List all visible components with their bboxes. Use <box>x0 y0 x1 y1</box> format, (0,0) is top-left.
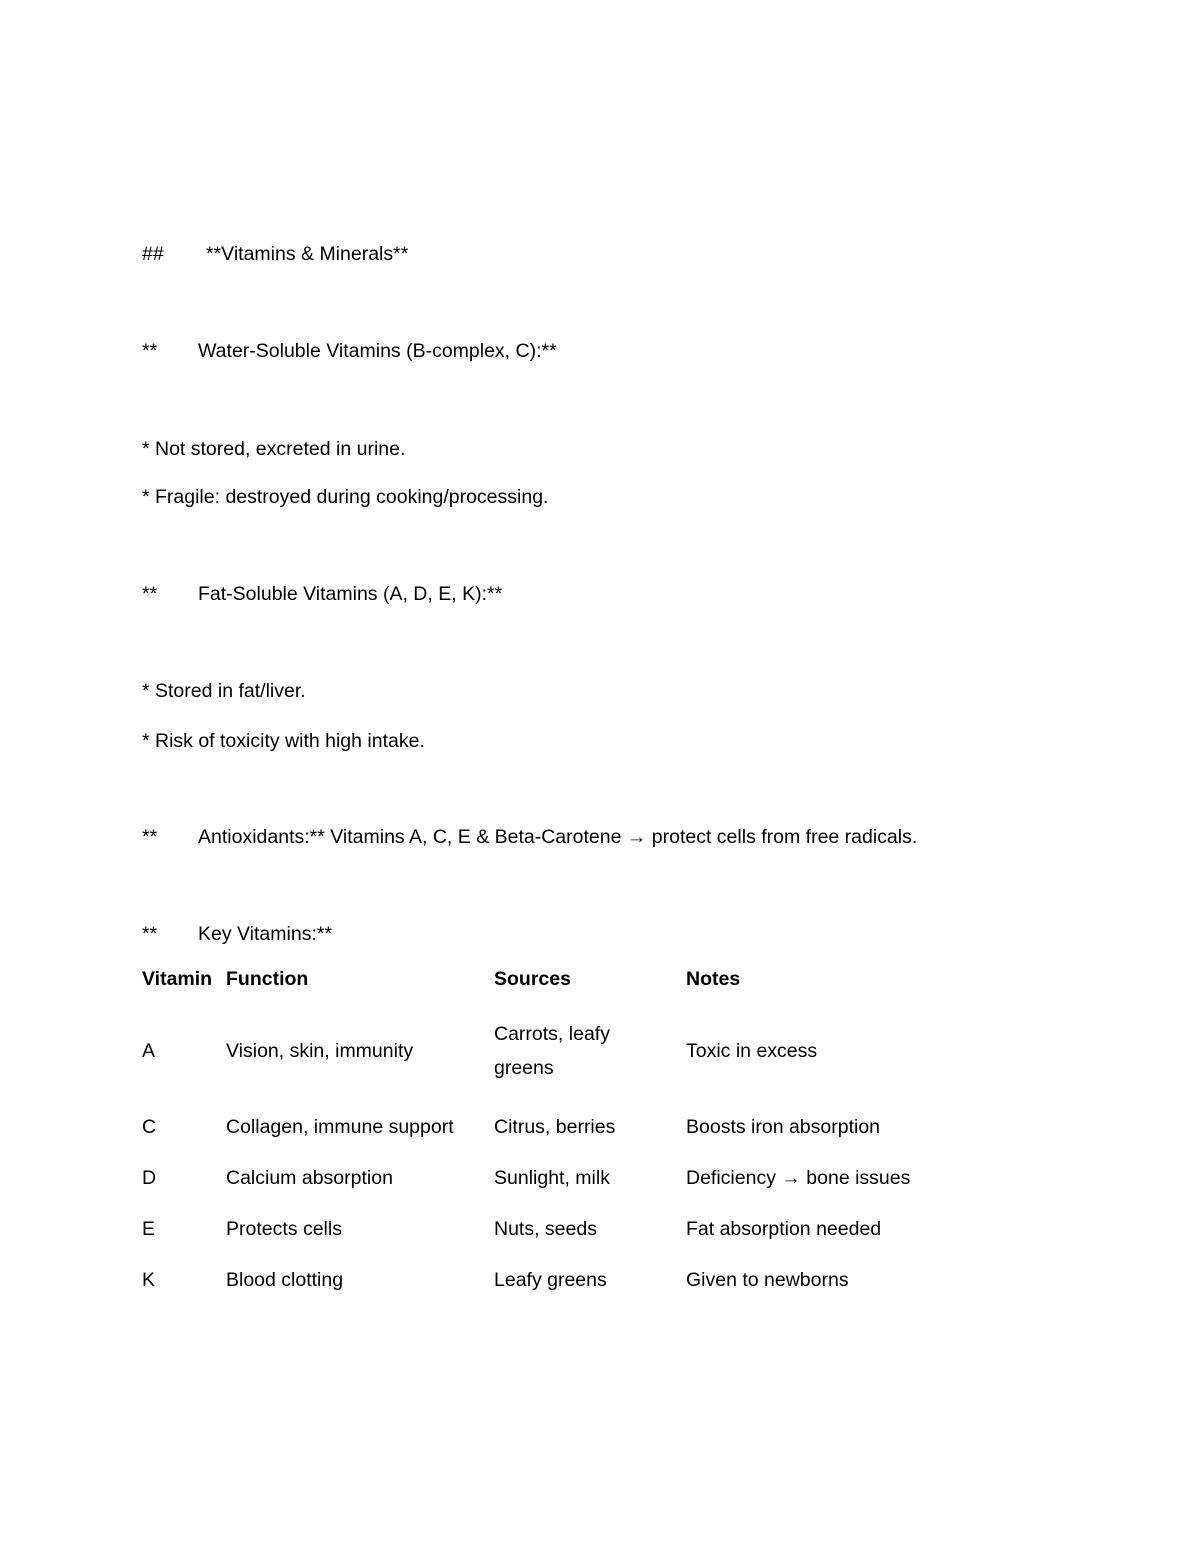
cell-sources <box>494 1000 686 1101</box>
fat-soluble-bullet-1: * Stored in fat/liver. <box>142 680 306 702</box>
cell-notes: Boosts iron absorption <box>686 1115 881 1138</box>
table-row <box>142 1203 1006 1254</box>
cell-function: Calcium absorption <box>226 1166 393 1189</box>
fat-soluble-title <box>142 582 502 606</box>
cell-notes: Deficiency → bone issues <box>686 1166 911 1189</box>
column-header-notes: Notes <box>686 968 741 990</box>
water-soluble-title <box>142 339 557 363</box>
antioxidants-line <box>142 825 917 849</box>
key-vitamins-marker: ** <box>142 923 158 945</box>
cell-sources: Sunlight, milk <box>494 1166 610 1189</box>
table-row <box>142 1152 1006 1203</box>
table-row <box>142 1254 1006 1305</box>
water-soluble-bullet-1: * Not stored, excreted in urine. <box>142 438 406 460</box>
cell-function: Blood clotting <box>226 1268 344 1291</box>
key-vitamins-table <box>142 968 1006 1305</box>
key-vitamins-title <box>142 922 332 946</box>
table-row <box>142 1101 1006 1152</box>
table-header-row <box>142 968 1006 1000</box>
fat-soluble-bullet-2: * Risk of toxicity with high intake. <box>142 730 425 752</box>
cell-vitamin: D <box>142 1166 157 1189</box>
cell-function: Vision, skin, immunity <box>226 1039 414 1062</box>
heading-text: **Vitamins & Minerals** <box>206 243 409 265</box>
heading-marker: ## <box>142 243 164 265</box>
fat-soluble-marker: ** <box>142 583 158 605</box>
cell-sources-text: Carrots, leafy greens <box>494 1022 610 1079</box>
cell-sources: Leafy greens <box>494 1268 607 1291</box>
section-heading <box>142 242 408 266</box>
fat-soluble-title-text: Fat-Soluble Vitamins (A, D, E, K):** <box>198 583 503 605</box>
column-header-function: Function <box>226 968 309 990</box>
cell-vitamin: A <box>142 1039 156 1062</box>
cell-notes: Given to newborns <box>686 1268 849 1291</box>
cell-sources: Citrus, berries <box>494 1115 616 1138</box>
key-vitamins-title-text: Key Vitamins:** <box>198 923 333 945</box>
cell-vitamin: C <box>142 1115 157 1138</box>
column-header-sources: Sources <box>494 968 571 990</box>
water-soluble-bullet-2: * Fragile: destroyed during cooking/processing. <box>142 486 549 508</box>
cell-notes: Toxic in excess <box>686 1039 818 1062</box>
water-soluble-marker: ** <box>142 340 158 362</box>
cell-vitamin: K <box>142 1268 156 1291</box>
cell-sources: Nuts, seeds <box>494 1217 597 1240</box>
water-soluble-title-text: Water-Soluble Vitamins (B-complex, C):** <box>198 340 557 362</box>
table-row <box>142 1000 1006 1101</box>
antioxidants-text: Antioxidants:** Vitamins A, C, E & Beta-Carotene → protect cells from free radicals. <box>198 826 918 848</box>
cell-function: Protects cells <box>226 1217 342 1240</box>
cell-function: Collagen, immune support <box>226 1115 454 1138</box>
antioxidants-marker: ** <box>142 826 158 848</box>
cell-notes: Fat absorption needed <box>686 1217 882 1240</box>
column-header-vitamin: Vitamin <box>142 968 213 990</box>
cell-vitamin: E <box>142 1217 156 1240</box>
